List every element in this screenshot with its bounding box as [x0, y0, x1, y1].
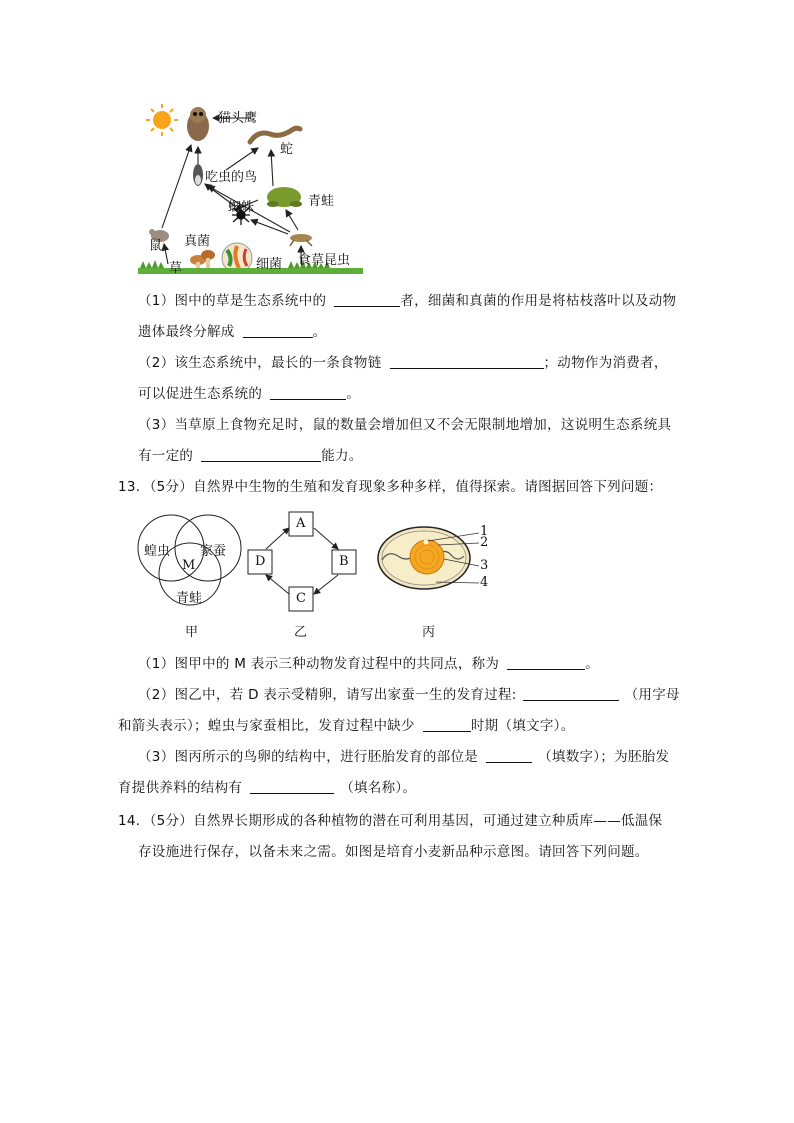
q13-header: 13．（5分）自然界中生物的生殖和发育现象多种多样，值得探索。请图据回答下列问题： — [118, 479, 663, 495]
owl-label: 猫头鹰 — [218, 111, 258, 126]
venn-label-silkworm: 家蚕 — [200, 544, 227, 559]
egg-label-1: 1 — [480, 524, 489, 539]
q12-part1-line2: 遗体最终分解成 。 — [138, 324, 327, 340]
answer-blank[interactable] — [201, 447, 321, 462]
egg-label-4: 4 — [480, 575, 489, 590]
bird-label: 吃虫的鸟 — [205, 170, 258, 185]
q13-part1: （1）图甲中的 M 表示三种动物发育过程中的共同点，称为 。 — [138, 656, 600, 672]
venn-diagram — [136, 508, 246, 606]
frog-label: 青蛙 — [308, 194, 335, 209]
egg-label-2: 2 — [480, 535, 489, 550]
egg-diagram — [376, 524, 496, 594]
fungi-icon — [190, 250, 215, 270]
answer-blank[interactable] — [523, 686, 619, 701]
q14-line2: 存设施进行保存，以备未来之需。如图是培育小麦新品种示意图。请回答下列问题。 — [138, 844, 649, 860]
answer-blank[interactable] — [423, 717, 471, 732]
q14-line1: 14．（5分）自然界长期形成的各种植物的潜在可利用基因，可通过建立种质库——低温保 — [118, 813, 663, 829]
snake-label: 蛇 — [280, 142, 294, 157]
figure-caption-bing: 丙 — [422, 625, 436, 640]
cycle-diagram — [244, 510, 360, 612]
owl-icon — [187, 107, 209, 141]
insect-label: 食草昆虫 — [298, 253, 351, 268]
food-web-figure — [138, 98, 363, 278]
q12-part2-line1: （2）该生态系统中，最长的一条食物链 ；动物作为消费者， — [138, 355, 668, 371]
figure-caption-jia: 甲 — [185, 625, 199, 640]
answer-blank[interactable] — [507, 655, 585, 670]
fungi-label: 真菌 — [184, 234, 211, 249]
q13-part3-line2: 育提供养料的结构有 （填名称）。 — [118, 780, 417, 796]
q13-part2-line1: （2）图乙中，若 D 表示受精卵，请写出家蚕一生的发育过程: （用字母 — [138, 687, 680, 703]
bacteria-label: 细菌 — [256, 257, 283, 272]
answer-blank[interactable] — [486, 748, 532, 763]
q13-part2-line2: 和箭头表示）；蝗虫与家蚕相比，发育过程中缺少 时期（填文字）。 — [118, 718, 575, 734]
frog-icon — [267, 187, 302, 207]
answer-blank[interactable] — [243, 323, 313, 338]
venn-label-locust: 蝗虫 — [144, 544, 171, 559]
q12-part3-line1: （3）当草原上食物充足时，鼠的数量会增加但又不会无限制地增加，这说明生态系统具 — [138, 417, 672, 433]
figure-caption-yi: 乙 — [294, 625, 308, 640]
egg-label-3: 3 — [480, 558, 489, 573]
egg-structure — [376, 524, 496, 594]
insect-icon — [290, 234, 312, 246]
answer-blank[interactable] — [270, 385, 346, 400]
q12-part3-line2: 有一定的 能力。 — [138, 448, 363, 464]
answer-blank[interactable] — [390, 354, 544, 369]
cycle-box-c: C — [296, 591, 306, 606]
cycle-box-b: B — [339, 554, 349, 569]
q13-part3-line1: （3）图丙所示的鸟卵的结构中，进行胚胎发育的部位是 （填数字）；为胚胎发 — [138, 749, 670, 765]
mouse-label: 鼠 — [146, 238, 161, 251]
answer-blank[interactable] — [334, 292, 400, 307]
cycle-box-d: D — [255, 554, 266, 569]
q12-part2-line2: 可以促进生态系统的 。 — [138, 386, 361, 402]
grass-label: 草 — [169, 261, 183, 276]
answer-blank[interactable] — [250, 779, 334, 794]
sun-icon — [146, 104, 178, 136]
spider-label: 蜘蛛 — [228, 200, 255, 215]
bird-icon — [193, 164, 203, 186]
venn-label-m: M — [182, 558, 196, 573]
venn-label-frog: 青蛙 — [176, 591, 203, 606]
q12-part1-line1: （1）图中的草是生态系统中的 者，细菌和真菌的作用是将枯枝落叶以及动物 — [138, 293, 677, 309]
cycle-box-a: A — [296, 516, 306, 531]
